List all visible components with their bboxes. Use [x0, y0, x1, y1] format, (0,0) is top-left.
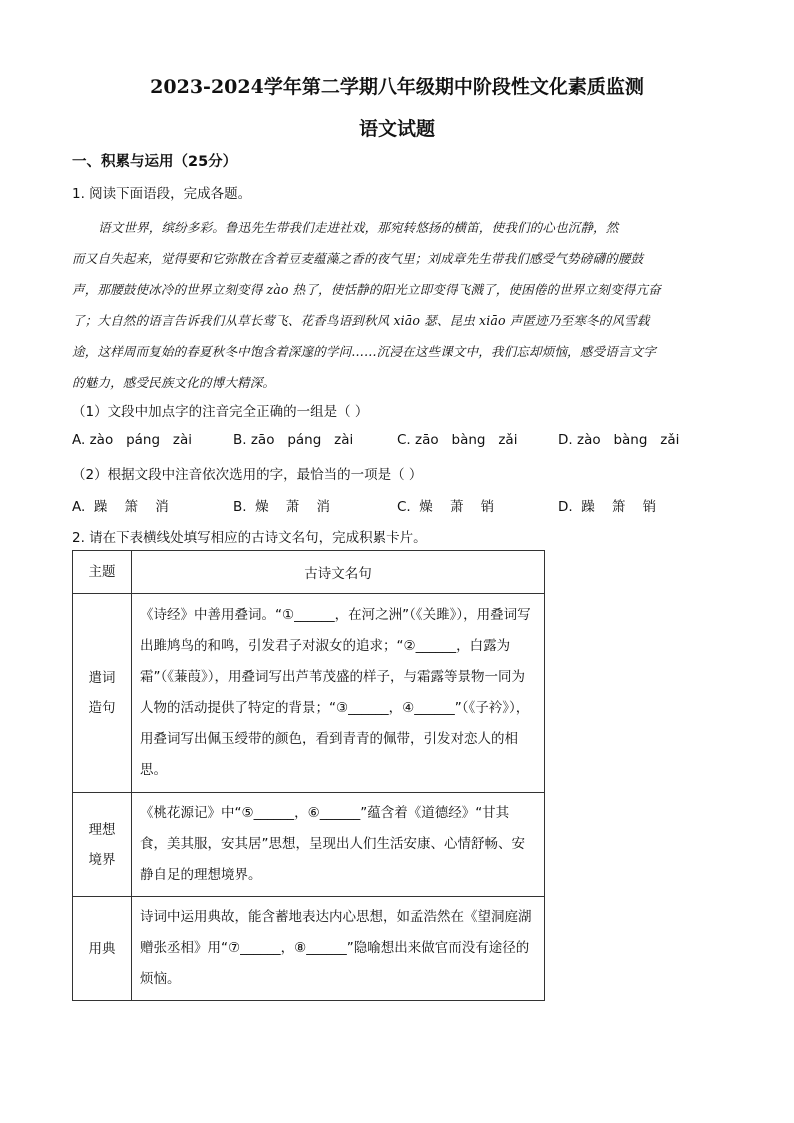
row-theme-text: 遣词造句 [88, 670, 116, 716]
accumulation-card-table [72, 550, 545, 1001]
passage-line: 途，这样周而复始的春夏秋冬中饱含着深邃的学问……沉浸在这些课文中，我们忘却烦恼，感受语言文字 [72, 344, 656, 359]
exam-title: 2023-2024学年第二学期八年级期中阶段性文化素质监测 [150, 76, 644, 98]
table-header-row [73, 551, 545, 594]
option-b[interactable]: B. 燥 萧 消 [233, 499, 330, 515]
passage-line: 了；大自然的语言告诉我们从草长莺飞、花香鸟语到秋风 xiāo 瑟、昆虫 xiāo 声匿迹乃至寒冬的风雪载 [72, 313, 650, 328]
row-content[interactable]: 《诗经》中善用叠词。“①______，在河之洲”（《关雎》），用叠词写出雎鸠鸟的和鸣，引发君子对淑女的追求；“②______，白露为霜”（《蒹葭》），用叠词写出芦苇茂盛的样子，与霜露等景物一同为人物的活动提供了特定的背景；“③______，④______”（《子衿》），用叠词写出佩玉绶带的颜色，看到青青的佩带，引发对恋人的相思。 [132, 594, 545, 793]
option-b[interactable]: B. zāo páng zài [233, 432, 354, 448]
option-a[interactable]: A. 躁 箫 消 [72, 499, 169, 515]
question-1-1-stem: （1）文段中加点字的注音完全正确的一组是（ ） [72, 404, 369, 420]
table-header-theme: 主题 [73, 551, 132, 594]
row-theme [73, 793, 132, 897]
table-row [73, 897, 545, 1001]
row-content[interactable]: 《桃花源记》中“⑤______，⑥______”蕴含着《道德经》“甘其食，美其服，安其居”思想，呈现出人们生活安康、心情舒畅、安静自足的理想境界。 [132, 793, 545, 897]
passage-line: 的魅力，感受民族文化的博大精深。 [72, 375, 276, 390]
option-a[interactable]: A. zào páng zài [72, 432, 193, 448]
option-c[interactable]: C. zāo bàng zǎi [397, 432, 518, 448]
section-heading: 一、积累与运用（25分） [72, 154, 238, 170]
table-header-quotes: 古诗文名句 [132, 551, 545, 594]
passage-line: 声，那腰鼓使冰冷的世界立刻变得 zào 热了，使恬静的阳光立即变得飞溅了，使困倦的世界立刻变得亢奋 [72, 282, 661, 297]
row-theme-text: 理想境界 [88, 821, 116, 868]
question-2-stem: 2. 请在下表横线处填写相应的古诗文名句，完成积累卡片。 [72, 530, 427, 546]
row-content[interactable]: 诗词中运用典故，能含蓄地表达内心思想，如孟浩然在《望洞庭湖赠张丞相》用“⑦______，⑧______”隐喻想出来做官而没有途径的烦恼。 [132, 897, 545, 1001]
table-row [73, 594, 545, 793]
exam-subject-title: 语文试题 [358, 118, 435, 140]
question-1-2-stem: （2）根据文段中注音依次选用的字，最恰当的一项是（ ） [72, 467, 423, 483]
passage-line: 语文世界，缤纷多彩。鲁迅先生带我们走进社戏，那宛转悠扬的横笛，使我们的心也沉静，然 [98, 220, 619, 235]
row-theme: 用典 [73, 897, 132, 1001]
passage-line: 而又自失起来，觉得要和它弥散在含着豆麦蕴藻之香的夜气里；刘成章先生带我们感受气势磅礴的腰鼓 [72, 251, 644, 266]
question-1-stem: 1. 阅读下面语段，完成各题。 [72, 186, 252, 202]
row-theme [73, 594, 132, 793]
option-d[interactable]: D. zào bàng zǎi [558, 432, 680, 448]
table-row [73, 793, 545, 897]
reading-passage [72, 212, 722, 398]
option-d[interactable]: D. 躁 箫 销 [558, 499, 657, 515]
option-c[interactable]: C. 燥 萧 销 [397, 499, 495, 515]
